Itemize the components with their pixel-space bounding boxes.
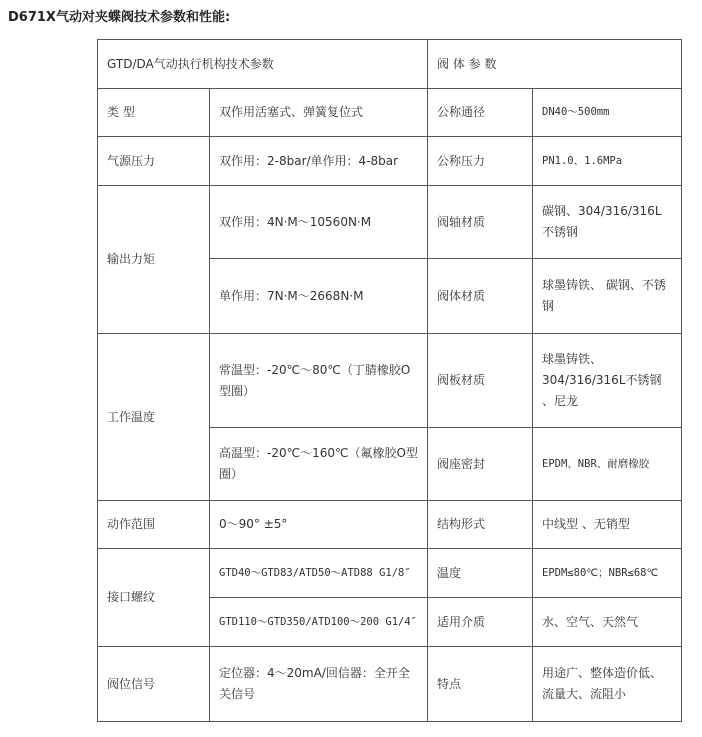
body-label: 阀轴材质: [428, 186, 533, 259]
body-value: 中线型 、无销型: [533, 501, 682, 549]
body-label: 公称通径: [428, 89, 533, 137]
body-label: 温度: [428, 549, 533, 598]
row-value: GTD40～GTD83/ATD50～ATD88 G1/8″: [210, 549, 428, 598]
body-value: 球墨铸铁、304/316/316L不锈钢 、尼龙: [533, 334, 682, 428]
row-value: 双作用：2-8bar/单作用：4-8bar: [210, 137, 428, 186]
table-row: [98, 89, 682, 137]
spec-table: [97, 39, 682, 722]
body-label: 阀座密封: [428, 428, 533, 501]
body-value: PN1.0、1.6MPa: [533, 137, 682, 186]
body-label: 适用介质: [428, 598, 533, 647]
actuator-header: GTD/DA气动执行机构技术参数: [98, 40, 428, 89]
body-value: DN40～500mm: [533, 89, 682, 137]
row-label: 类 型: [98, 89, 210, 137]
body-label: 阀板材质: [428, 334, 533, 428]
row-value: GTD110～GTD350/ATD100～200 G1/4″: [210, 598, 428, 647]
row-value: 高温型：-20℃～160℃（氟橡胶O型圈）: [210, 428, 428, 501]
row-value: 单作用：7N·M～2668N·M: [210, 259, 428, 334]
body-header: 阀 体 参 数: [428, 40, 682, 89]
body-label: 结构形式: [428, 501, 533, 549]
row-value: 0～90° ±5°: [210, 501, 428, 549]
row-label: 气源压力: [98, 137, 210, 186]
table-row: [98, 501, 682, 549]
body-value: 球墨铸铁、 碳钢、不锈钢: [533, 259, 682, 334]
table-row: [98, 137, 682, 186]
body-value: EPDM≤80℃；NBR≤68℃: [533, 549, 682, 598]
body-value: 碳钢、304/316/316L不锈钢: [533, 186, 682, 259]
row-label: 阀位信号: [98, 647, 210, 722]
row-value: 定位器：4～20mA/回信器：全开全关信号: [210, 647, 428, 722]
table-row: [98, 549, 682, 598]
table-header-row: [98, 40, 682, 89]
body-value: EPDM、NBR、耐磨橡胶: [533, 428, 682, 501]
body-label: 特点: [428, 647, 533, 722]
row-label: 输出力矩: [98, 186, 210, 334]
table-row: [98, 334, 682, 428]
body-value: 用途广、整体造价低、流量大、流阻小: [533, 647, 682, 722]
table-row: [98, 647, 682, 722]
row-label: 动作范围: [98, 501, 210, 549]
row-label: 工作温度: [98, 334, 210, 501]
row-value: 常温型：-20℃～80℃（丁腈橡胶O型圈）: [210, 334, 428, 428]
body-label: 阀体材质: [428, 259, 533, 334]
row-label: 接口螺纹: [98, 549, 210, 647]
row-value: 双作用活塞式、弹簧复位式: [210, 89, 428, 137]
page-title: D671X气动对夹蝶阀技术参数和性能:: [8, 10, 231, 25]
table-row: [98, 186, 682, 259]
row-value: 双作用：4N·M～10560N·M: [210, 186, 428, 259]
body-label: 公称压力: [428, 137, 533, 186]
body-value: 水、空气、天然气: [533, 598, 682, 647]
